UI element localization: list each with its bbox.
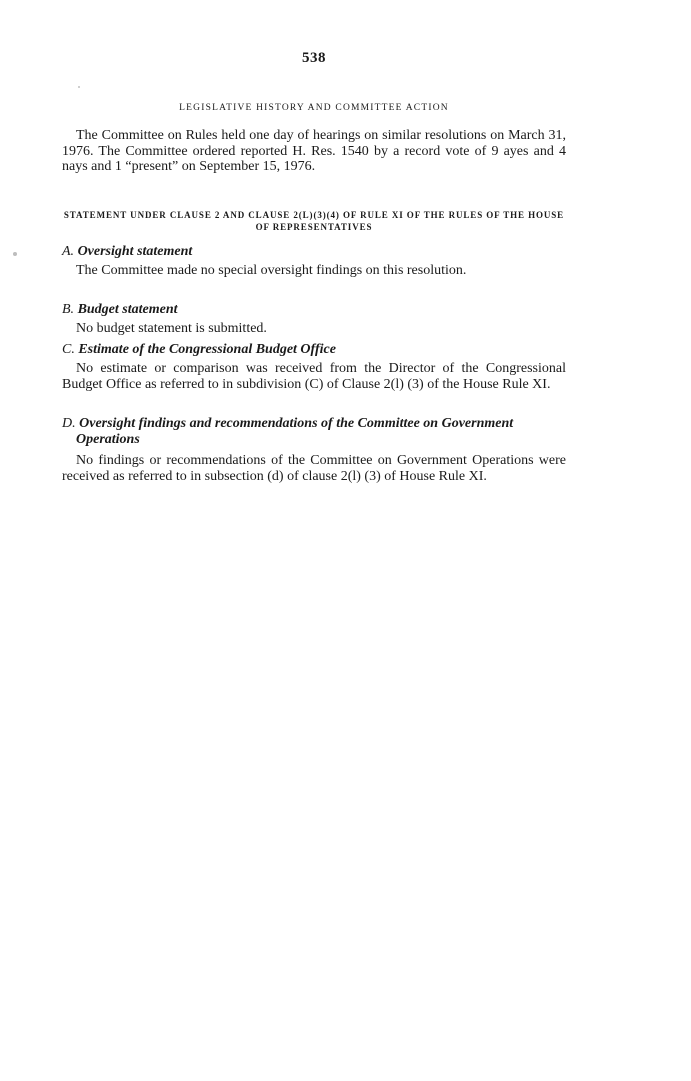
section-heading-c [62,342,566,358]
running-head: LEGISLATIVE HISTORY AND COMMITTEE ACTION [179,103,449,113]
section-text-b: No budget statement is submitted. [76,321,267,336]
section-text-a: The Committee made no special oversight findings on this resolution. [76,263,467,278]
section-heading-d [62,416,580,447]
section-text-d: No findings or recommendations of the Committee on Government Operations were received as referred to in subsection (d) of clause 2(l) (3) of House Rule XI. [62,453,566,484]
section-title: Budget statement [77,302,178,317]
scan-speck [78,86,80,88]
section-title: Oversight findings and recommendations of the Committee on Government Operations [76,416,514,447]
section-heading-b [62,302,566,318]
section-letter: C. [62,342,75,357]
section-text-c: No estimate or comparison was received from the Director of the Congressional Budget Office as referred to in subdivision (C) of Clause 2(l) (3) of the House Rule XI. [62,361,566,392]
intro-paragraph: The Committee on Rules held one day of hearings on similar resolutions on March 31, 1976. The Committee ordered reported H. Res. 1540 by a record vote of 9 ayes and 4 nays and 1 “present” on September 15, 1976. [62,128,566,174]
statement-heading: STATEMENT UNDER CLAUSE 2 AND CLAUSE 2(L)(3)(4) OF RULE XI OF THE RULES OF THE HOUSE OF REPRESENTATIVES [63,210,565,232]
scan-speck [13,252,17,256]
section-title: Oversight statement [77,244,193,259]
page-number: 538 [302,50,326,66]
section-heading-a [62,244,566,260]
section-title: Estimate of the Congressional Budget Office [78,342,336,357]
section-letter: A. [62,244,75,259]
section-letter: B. [62,302,75,317]
section-letter: D. [62,416,76,431]
